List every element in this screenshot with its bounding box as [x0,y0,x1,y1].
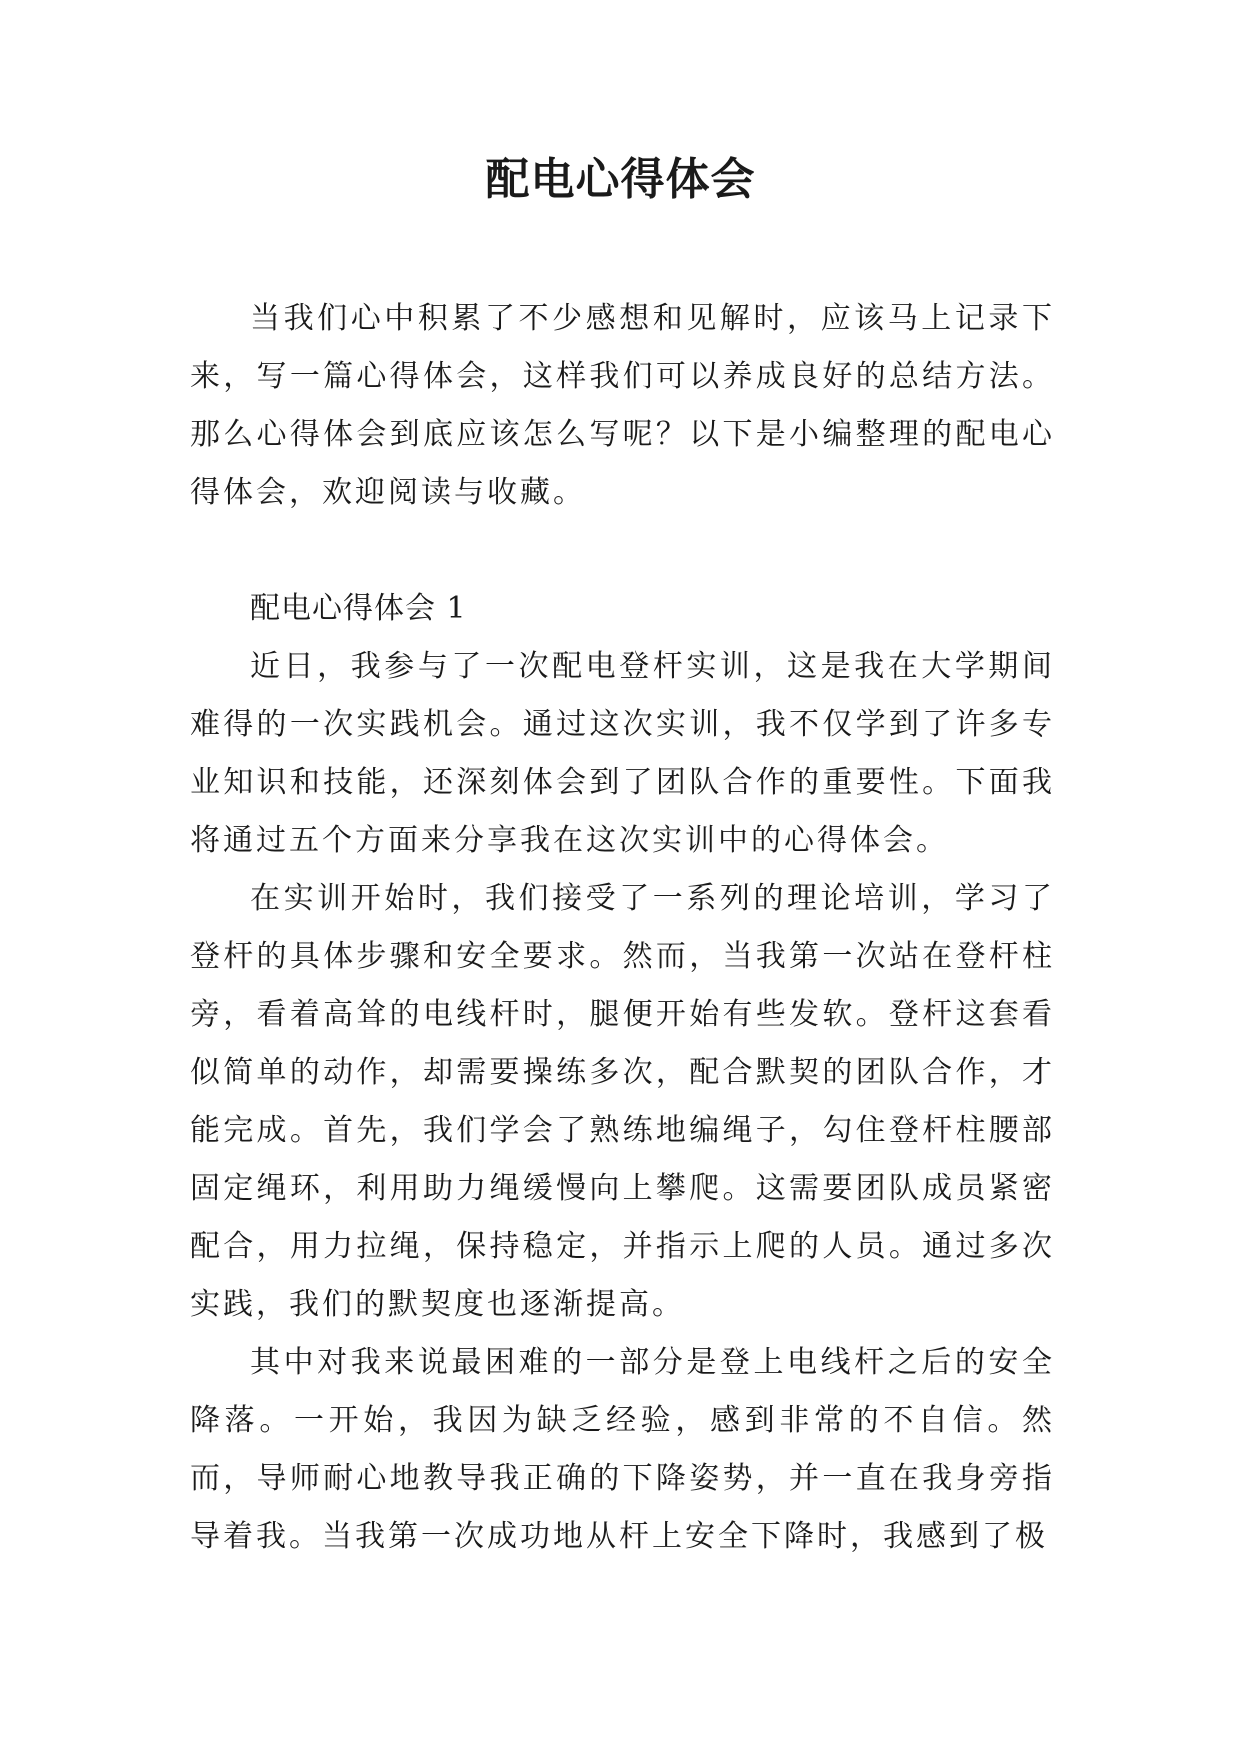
section-heading: 配电心得体会 1 [250,591,467,626]
document-body [190,290,1055,1566]
intro-paragraph: 当我们心中积累了不少感想和见解时，应该马上记录下来，写一篇心得体会，这样我们可以养成良好的总结方法。那么心得体会到底应该怎么写呢？以下是小编整理的配电心得体会，欢迎阅读与收藏。 [190,301,1055,510]
body-paragraph-3: 其中对我来说最困难的一部分是登上电线杆之后的安全降落。一开始，我因为缺乏经验，感到非常的不自信。然而，导师耐心地教导我正确的下降姿势，并一直在我身旁指导着我。当我第一次成功地从杆上安全下降时，我感到了极 [190,1345,1055,1554]
document-title: 配电心得体会 [485,154,756,205]
body-paragraph-1: 近日，我参与了一次配电登杆实训，这是我在大学期间难得的一次实践机会。通过这次实训，我不仅学到了许多专业知识和技能，还深刻体会到了团队合作的重要性。下面我将通过五个方面来分享我在这次实训中的心得体会。 [190,649,1055,858]
body-paragraph-2: 在实训开始时，我们接受了一系列的理论培训，学习了登杆的具体步骤和安全要求。然而，当我第一次站在登杆柱旁，看着高耸的电线杆时，腿便开始有些发软。登杆这套看似简单的动作，却需要操练多次，配合默契的团队合作，才能完成。首先，我们学会了熟练地编绳子，勾住登杆柱腰部固定绳环，利用助力绳缓慢向上攀爬。这需要团队成员紧密配合，用力拉绳，保持稳定，并指示上爬的人员。通过多次实践，我们的默契度也逐渐提高。 [190,881,1055,1322]
